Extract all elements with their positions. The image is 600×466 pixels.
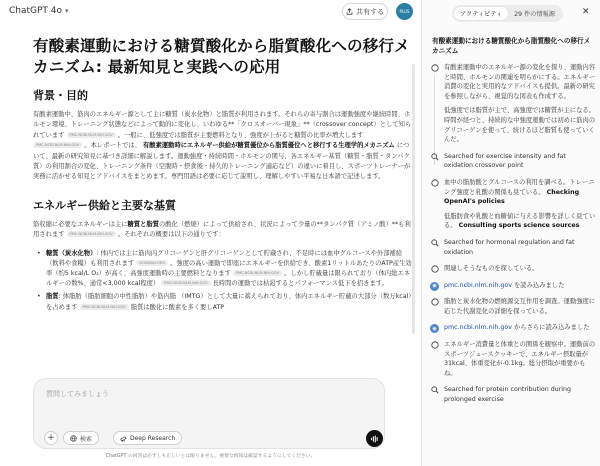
list-item xyxy=(430,63,596,145)
avatar[interactable] xyxy=(396,3,413,20)
activity-text: エネルギー消費量と体重との関係を観察中。運動前のスポーツジュースクッキーで、エネルギー摂取量が31kcal、体重変化が-0.1kg。総分摂取が重要かもね。 xyxy=(444,341,596,377)
text-run: からさらに読み込みました xyxy=(514,324,590,332)
text-run: 筋収縮に必要なエネルギーは主に xyxy=(33,220,128,228)
list-item xyxy=(430,297,596,316)
text-run: : 体内では主に筋肉内グリコーゲンと肝グリコーゲンとして貯蔵され、不足時には血中グルコースや外部補給（飲料や食糧）も利用されます xyxy=(46,249,403,267)
substrate-list xyxy=(37,249,413,313)
activity-subtext xyxy=(444,212,596,231)
share-label: 共有する xyxy=(356,7,384,16)
text-run: 。一般に、低強度では脂質が主要燃料となり、強度が上がると糖質の比率が増大します xyxy=(117,131,364,139)
add-attachment-button[interactable] xyxy=(44,431,58,445)
text-run: （IMTG）として大量に蓄えられており、体内エネルギー貯蔵の大部分（数万kcal）を占めます xyxy=(46,293,412,311)
energy-paragraph xyxy=(33,220,413,241)
activity-text xyxy=(444,178,596,207)
background-paragraph xyxy=(33,110,413,183)
search-label: 検索 xyxy=(80,435,93,443)
text-run: 長時間の運動では枯渇するとパフォーマンス低下を招きます。 xyxy=(212,280,388,288)
activity-panel xyxy=(421,0,600,466)
model-selector[interactable] xyxy=(9,6,69,16)
section-heading-background: 背景・目的 xyxy=(33,89,88,102)
top-bar xyxy=(0,0,421,26)
model-label: ChatGPT 4o xyxy=(9,6,63,16)
section-heading-energy: エネルギー供給と主要な基質 xyxy=(33,198,176,212)
citation-chip[interactable]: PMC.NCBI.NLM.NIH.GOV xyxy=(67,132,116,138)
avatar-label: PLUS xyxy=(399,9,410,14)
panel-title: 有酸素運動における糖質酸化から脂質酸化への移行メカニズム xyxy=(432,37,591,55)
list-item xyxy=(37,292,413,312)
tab-sources[interactable]: 29 件の情報源 xyxy=(514,11,555,18)
text-run: 脂質は酸化に酸素を多く要しATP xyxy=(130,303,225,311)
text-run: 低脂肪食や乳酸と血糖値に与える影響を詳しく見ている。 xyxy=(444,212,596,230)
text-run: の酸化（燃焼）によって供給され、状況によって少量の**タンパク質（アミノ酸）**も利用されます xyxy=(33,220,411,239)
composer xyxy=(33,378,385,449)
panel-tabs xyxy=(452,5,563,22)
bold-text: 糖質と脂質 xyxy=(127,220,159,228)
thought-icon xyxy=(430,297,440,307)
list-item xyxy=(430,264,596,274)
text-run: 有酸素運動中、筋肉のエネルギー源として主に糖質（炭水化物）と脂質が利用されます。それらの寄与割合は運動強度や継続時間、ホルモン環境、トレーニング状態などによって動的に変化し、いわゆる**「クロスオーバー現象」**（crossover concept）として知られています xyxy=(33,111,412,139)
activity-text: Searched for protein contribution during prolonged exercise xyxy=(444,386,572,404)
close-icon[interactable]: ✕ xyxy=(582,7,590,17)
waveform-icon xyxy=(370,435,379,443)
list-item xyxy=(430,238,596,257)
source-link[interactable]: pmc.ncbi.nlm.nih.gov xyxy=(444,281,512,289)
citation-chip[interactable]: PMC.NCBI.NLM.NIH.GOV xyxy=(80,304,129,310)
activity-text xyxy=(444,281,596,291)
text-run: について、最新の研究知見に基づき詳細に解説します。運動強度・持続時間・ホルモンの関与、各エネルギー基質（糖質・脂質・タンパク質）の利用割合の変化、トレーニング条件（空腹時・摂食後・持久的トレーニング適応など）の違いに着目し、スポーツトレーナーが実務に活かせる知見とアドバイスをまとめます。専門用語は必要に応じて説明し、理解しやすい平易な日本語で記述します。 xyxy=(33,142,411,181)
citation-chip[interactable]: PMC.NCBI.NLM.NIH.GOV xyxy=(67,231,116,237)
scrollbar[interactable] xyxy=(412,64,415,334)
activity-text: Searched for hormonal regulation and fat oxidation xyxy=(444,238,575,256)
chevron-down-icon: ▾ xyxy=(65,7,69,15)
activity-text: 脂肪と炭水化物の燃焼源交互作用を調査。運動強度に応じた代謝変化の詳細を探っている。 xyxy=(444,298,596,315)
text-run: : 体脂肪（脂肪細胞の中性脂肪）や筋内脂 xyxy=(58,293,177,301)
activity-feed xyxy=(430,63,596,412)
text-run: を読み込みました xyxy=(514,281,565,289)
search-icon xyxy=(430,385,440,395)
citation-chip[interactable]: PMC.NCBI.NLM.NIH.GOV xyxy=(33,142,82,148)
thought-icon xyxy=(430,178,440,188)
source-link[interactable]: pmc.ncbi.nlm.nih.gov xyxy=(444,324,512,332)
telescope-icon xyxy=(120,435,127,442)
globe-icon xyxy=(70,435,77,442)
report-title: 有酸素運動における糖質酸化から脂質酸化への移行メカニズム: 最新知見と実践への応用 xyxy=(33,37,410,76)
list-item xyxy=(430,178,596,231)
search-icon xyxy=(430,238,440,248)
disclaimer: ChatGPT の回答は必ずしも正しいとは限りません。重要な情報は確認するようにしてください。 xyxy=(105,454,316,459)
activity-subtext: 低強度では脂質が主で、高強度では糖質が主になる。時間が経つと、持続的な中強度運動では初めに筋肉のグリコーゲンを使って、続けるほど脂質も使っていくんだ。 xyxy=(444,107,596,144)
voice-mode-button[interactable] xyxy=(366,430,383,447)
list-item xyxy=(430,340,596,378)
plus-icon: + xyxy=(47,432,55,443)
thought-icon xyxy=(430,340,440,350)
text-run: 。それぞれの概要は以下の通りです： xyxy=(117,231,225,239)
bullet-label: 脂質 xyxy=(46,293,59,301)
citation-chip[interactable]: GODMAN.ORG xyxy=(136,260,168,266)
thought-icon xyxy=(430,264,440,274)
citation-chip[interactable]: PMC.NCBI.NLM.NIH.GOV xyxy=(233,270,282,276)
activity-text: 関連しそうなものを探している。 xyxy=(444,265,539,273)
search-button[interactable] xyxy=(63,431,99,445)
deep-research-button[interactable] xyxy=(113,431,182,445)
globe-icon: ◉ xyxy=(430,324,439,333)
share-icon xyxy=(346,8,353,15)
bullet-label: 糖質（炭水化物） xyxy=(46,249,97,257)
list-item xyxy=(430,152,596,171)
activity-text xyxy=(444,323,596,333)
list-item[interactable] xyxy=(430,281,596,291)
list-item xyxy=(430,385,596,404)
activity-text: Searched for exercise intensity and fat oxidation crossover point xyxy=(444,152,566,170)
citation-chip[interactable]: PMC.NCBI.NLM.NIH.GOV xyxy=(161,280,210,286)
bold-text: Checking OpenAI's policies xyxy=(444,188,580,206)
prompt-input[interactable]: 質問してみましょう xyxy=(46,390,109,398)
thought-icon xyxy=(430,63,440,73)
tab-activity[interactable]: アクティビティ xyxy=(454,7,508,20)
deep-research-label: Deep Research xyxy=(130,434,176,442)
activity-text: 有酸素運動中のエネルギー源の変化を探り、運動内容と時間、ホルモンの関連を明らかにする。エネルギー消費の変化と実用的なアドバイスも提供。最新の研究を参照しながら、視覚的な図表も作成する。 xyxy=(444,64,596,100)
bold-text: 有酸素運動時にエネルギー供給が糖質優位から脂質優位へと移行する生理学的メカニズム xyxy=(142,142,395,150)
text-run: 。強度の高い運動で即座にエネルギーを供給でき、酸素1リットルあたりのATP産生効率（約5 kcal/L O₂）が高く、高強度運動時の主要燃料となります xyxy=(46,259,412,278)
text-run: 血中の脂肪酸とグルコースの利用を調べる。トレーニング強度と乳酸の関係も見ている。 xyxy=(444,178,595,196)
search-icon xyxy=(430,152,440,162)
list-item xyxy=(37,249,413,290)
globe-icon: ◉ xyxy=(430,282,439,291)
report-document xyxy=(33,36,413,316)
text-run: 。本レポートでは、 xyxy=(84,142,141,150)
share-button[interactable] xyxy=(342,3,388,20)
text-run: 。しかし貯蔵量は限られており（体内総エネルギーの数%、通常<3,000 kcal程度） xyxy=(46,270,411,288)
bold-text: Consulting sports science sources xyxy=(458,222,580,230)
list-item[interactable] xyxy=(430,323,596,333)
